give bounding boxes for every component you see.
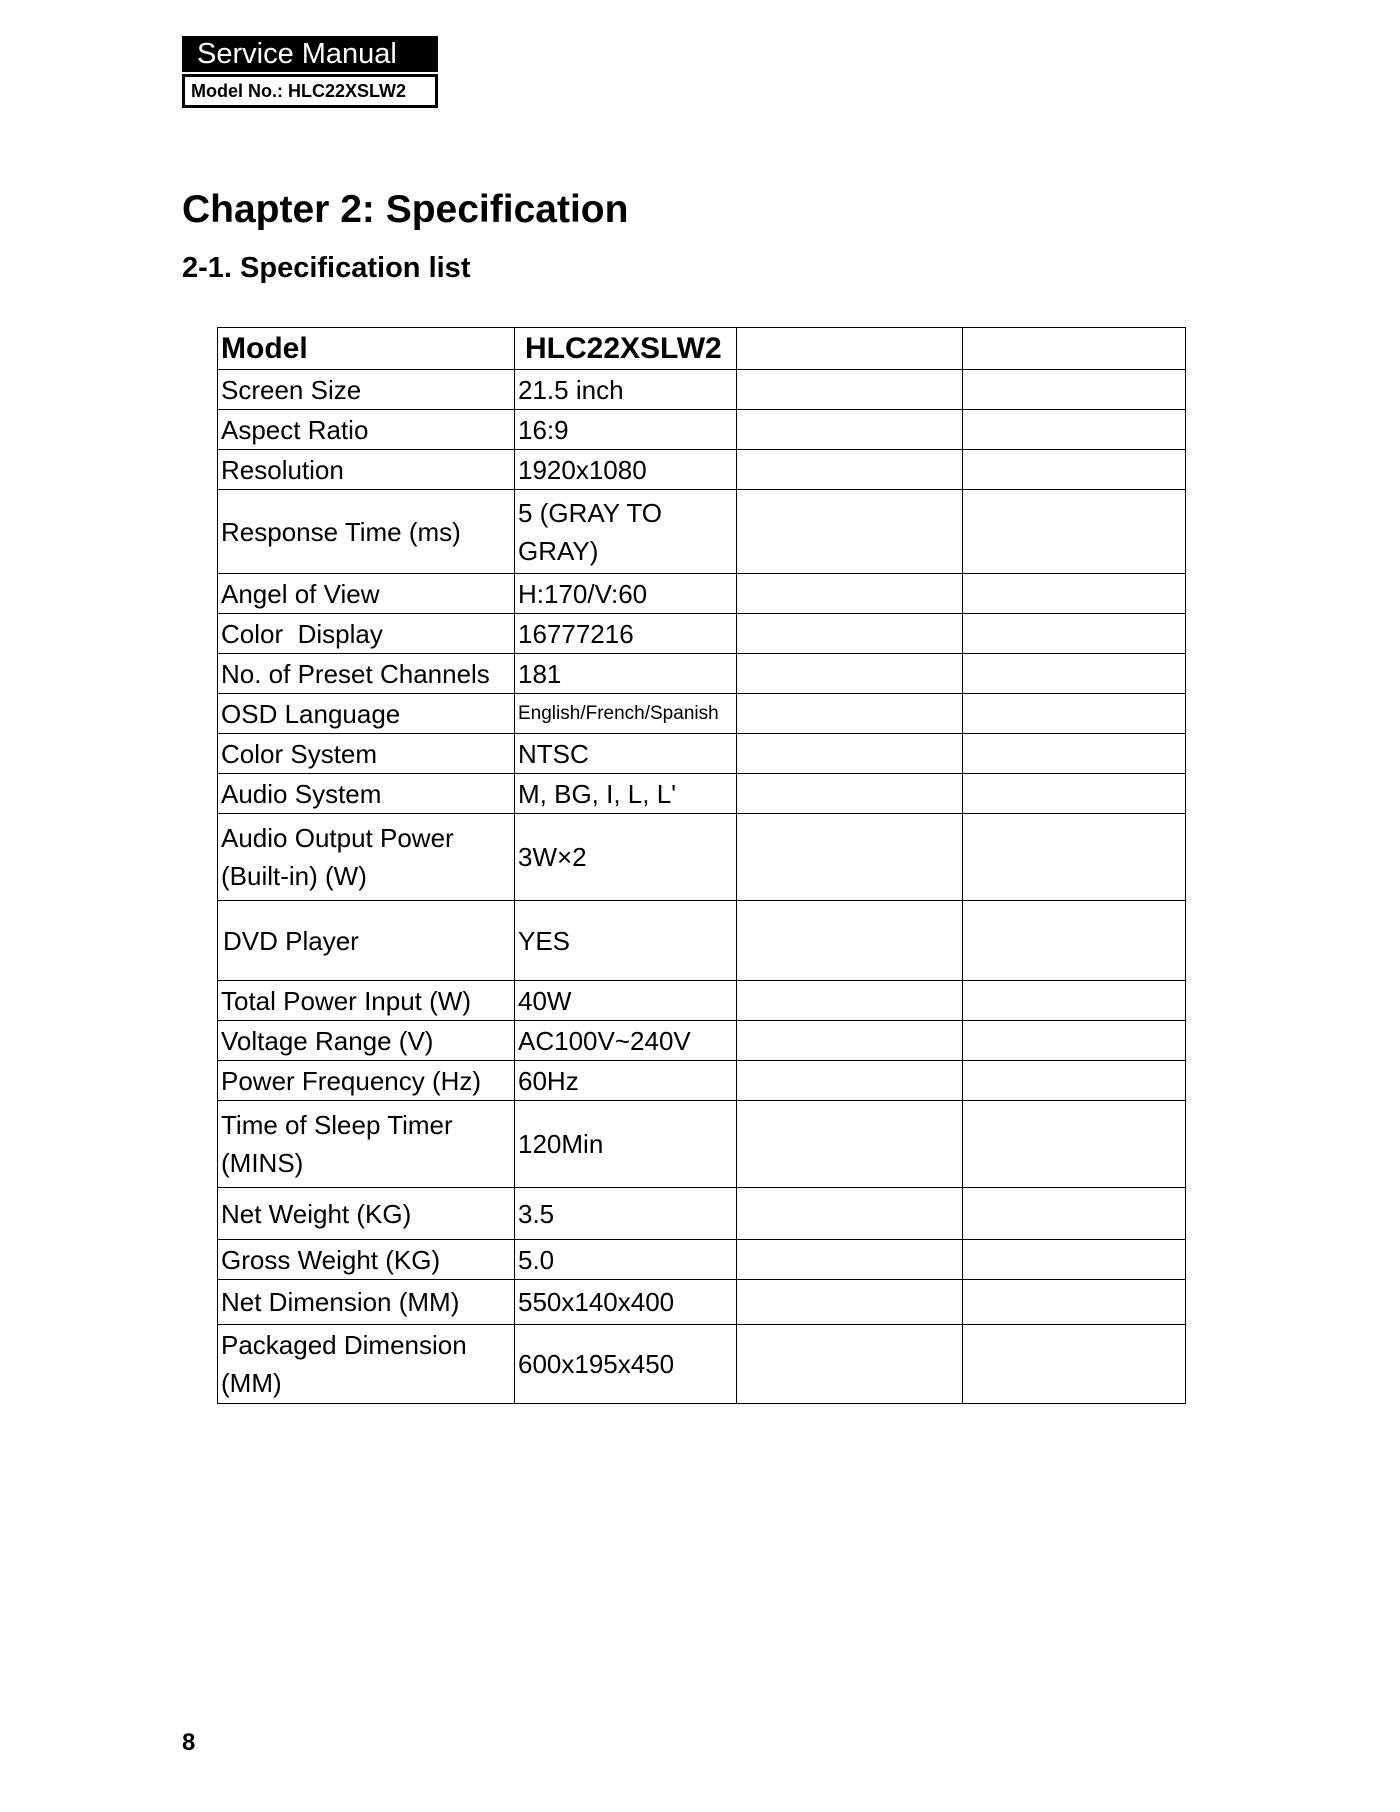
- empty-cell: [737, 1188, 963, 1240]
- spec-label: Response Time (ms): [218, 490, 515, 574]
- spec-label: OSD Language: [218, 694, 515, 734]
- table-row: [218, 1280, 1186, 1325]
- table-row: [218, 814, 1186, 901]
- table-row: [218, 1021, 1186, 1061]
- spec-label: Time of Sleep Timer (MINS): [218, 1101, 515, 1188]
- empty-cell: [737, 1240, 963, 1280]
- model-number-box: Model No.: HLC22XSLW2: [182, 74, 438, 108]
- empty-cell: [963, 734, 1186, 774]
- empty-cell: [737, 734, 963, 774]
- table-row: [218, 1325, 1186, 1404]
- spec-value: 60Hz: [515, 1061, 737, 1101]
- spec-label: Audio System: [218, 774, 515, 814]
- empty-cell: [963, 410, 1186, 450]
- spec-label: Color System: [218, 734, 515, 774]
- empty-cell: [963, 1325, 1186, 1404]
- spec-value: 40W: [515, 981, 737, 1021]
- table-row: [218, 774, 1186, 814]
- empty-cell: [737, 1280, 963, 1325]
- table-row: [218, 1240, 1186, 1280]
- spec-label: Audio Output Power (Built-in) (W): [218, 814, 515, 901]
- empty-cell: [737, 574, 963, 614]
- table-row: [218, 981, 1186, 1021]
- spec-label: Power Frequency (Hz): [218, 1061, 515, 1101]
- empty-cell: [963, 328, 1186, 370]
- empty-cell: [963, 981, 1186, 1021]
- empty-cell: [963, 574, 1186, 614]
- spec-label: DVD Player: [218, 901, 515, 981]
- empty-cell: [737, 1325, 963, 1404]
- empty-cell: [737, 328, 963, 370]
- empty-cell: [737, 1021, 963, 1061]
- header-block: [182, 36, 438, 108]
- spec-label: Total Power Input (W): [218, 981, 515, 1021]
- table-header-row: [218, 328, 1186, 370]
- empty-cell: [737, 450, 963, 490]
- specification-table: [217, 327, 1186, 1404]
- empty-cell: [737, 410, 963, 450]
- table-row: [218, 694, 1186, 734]
- spec-value: NTSC: [515, 734, 737, 774]
- empty-cell: [737, 814, 963, 901]
- table-row: [218, 901, 1186, 981]
- empty-cell: [737, 654, 963, 694]
- empty-cell: [963, 370, 1186, 410]
- table-row: [218, 1061, 1186, 1101]
- empty-cell: [737, 694, 963, 734]
- spec-label: Packaged Dimension (MM): [218, 1325, 515, 1404]
- empty-cell: [963, 1021, 1186, 1061]
- empty-cell: [963, 814, 1186, 901]
- table-row: [218, 574, 1186, 614]
- table-row: [218, 490, 1186, 574]
- empty-cell: [963, 901, 1186, 981]
- table-row: [218, 1188, 1186, 1240]
- table-row: [218, 734, 1186, 774]
- empty-cell: [737, 614, 963, 654]
- spec-value: H:170/V:60: [515, 574, 737, 614]
- spec-value: 21.5 inch: [515, 370, 737, 410]
- model-label-cell: Model: [218, 328, 515, 370]
- spec-value: 550x140x400: [515, 1280, 737, 1325]
- empty-cell: [963, 654, 1186, 694]
- spec-label: Net Dimension (MM): [218, 1280, 515, 1325]
- table-row: [218, 450, 1186, 490]
- spec-value: 1920x1080: [515, 450, 737, 490]
- spec-value: 181: [515, 654, 737, 694]
- table-row: [218, 614, 1186, 654]
- spec-value: 16:9: [515, 410, 737, 450]
- spec-value: AC100V~240V: [515, 1021, 737, 1061]
- spec-value: 3.5: [515, 1188, 737, 1240]
- spec-value: 5 (GRAY TO GRAY): [515, 490, 737, 574]
- spec-value: 600x195x450: [515, 1325, 737, 1404]
- manual-title: Service Manual: [182, 36, 438, 72]
- empty-cell: [737, 901, 963, 981]
- table-row: [218, 410, 1186, 450]
- spec-value: English/French/Spanish: [515, 694, 737, 734]
- spec-label: Net Weight (KG): [218, 1188, 515, 1240]
- spec-label: Screen Size: [218, 370, 515, 410]
- spec-value: 3W×2: [515, 814, 737, 901]
- empty-cell: [963, 614, 1186, 654]
- spec-value: YES: [515, 901, 737, 981]
- empty-cell: [963, 774, 1186, 814]
- table-row: [218, 654, 1186, 694]
- spec-value: M, BG, I, L, L': [515, 774, 737, 814]
- table-row: [218, 1101, 1186, 1188]
- empty-cell: [963, 1188, 1186, 1240]
- empty-cell: [737, 1061, 963, 1101]
- empty-cell: [737, 981, 963, 1021]
- spec-label: No. of Preset Channels: [218, 654, 515, 694]
- empty-cell: [963, 1240, 1186, 1280]
- empty-cell: [737, 370, 963, 410]
- spec-label: Aspect Ratio: [218, 410, 515, 450]
- model-value-cell: HLC22XSLW2: [515, 328, 737, 370]
- empty-cell: [963, 694, 1186, 734]
- empty-cell: [737, 1101, 963, 1188]
- spec-value: 5.0: [515, 1240, 737, 1280]
- page-number: 8: [182, 1729, 196, 1756]
- empty-cell: [963, 1280, 1186, 1325]
- empty-cell: [737, 774, 963, 814]
- spec-value: 16777216: [515, 614, 737, 654]
- empty-cell: [963, 1101, 1186, 1188]
- spec-value: 120Min: [515, 1101, 737, 1188]
- chapter-title: Chapter 2: Specification: [182, 188, 629, 231]
- table-row: [218, 370, 1186, 410]
- spec-label: Voltage Range (V): [218, 1021, 515, 1061]
- spec-label: Color Display: [218, 614, 515, 654]
- empty-cell: [963, 450, 1186, 490]
- spec-label: Gross Weight (KG): [218, 1240, 515, 1280]
- section-title: 2-1. Specification list: [182, 252, 471, 284]
- spec-label: Angel of View: [218, 574, 515, 614]
- empty-cell: [963, 490, 1186, 574]
- spec-label: Resolution: [218, 450, 515, 490]
- empty-cell: [963, 1061, 1186, 1101]
- empty-cell: [737, 490, 963, 574]
